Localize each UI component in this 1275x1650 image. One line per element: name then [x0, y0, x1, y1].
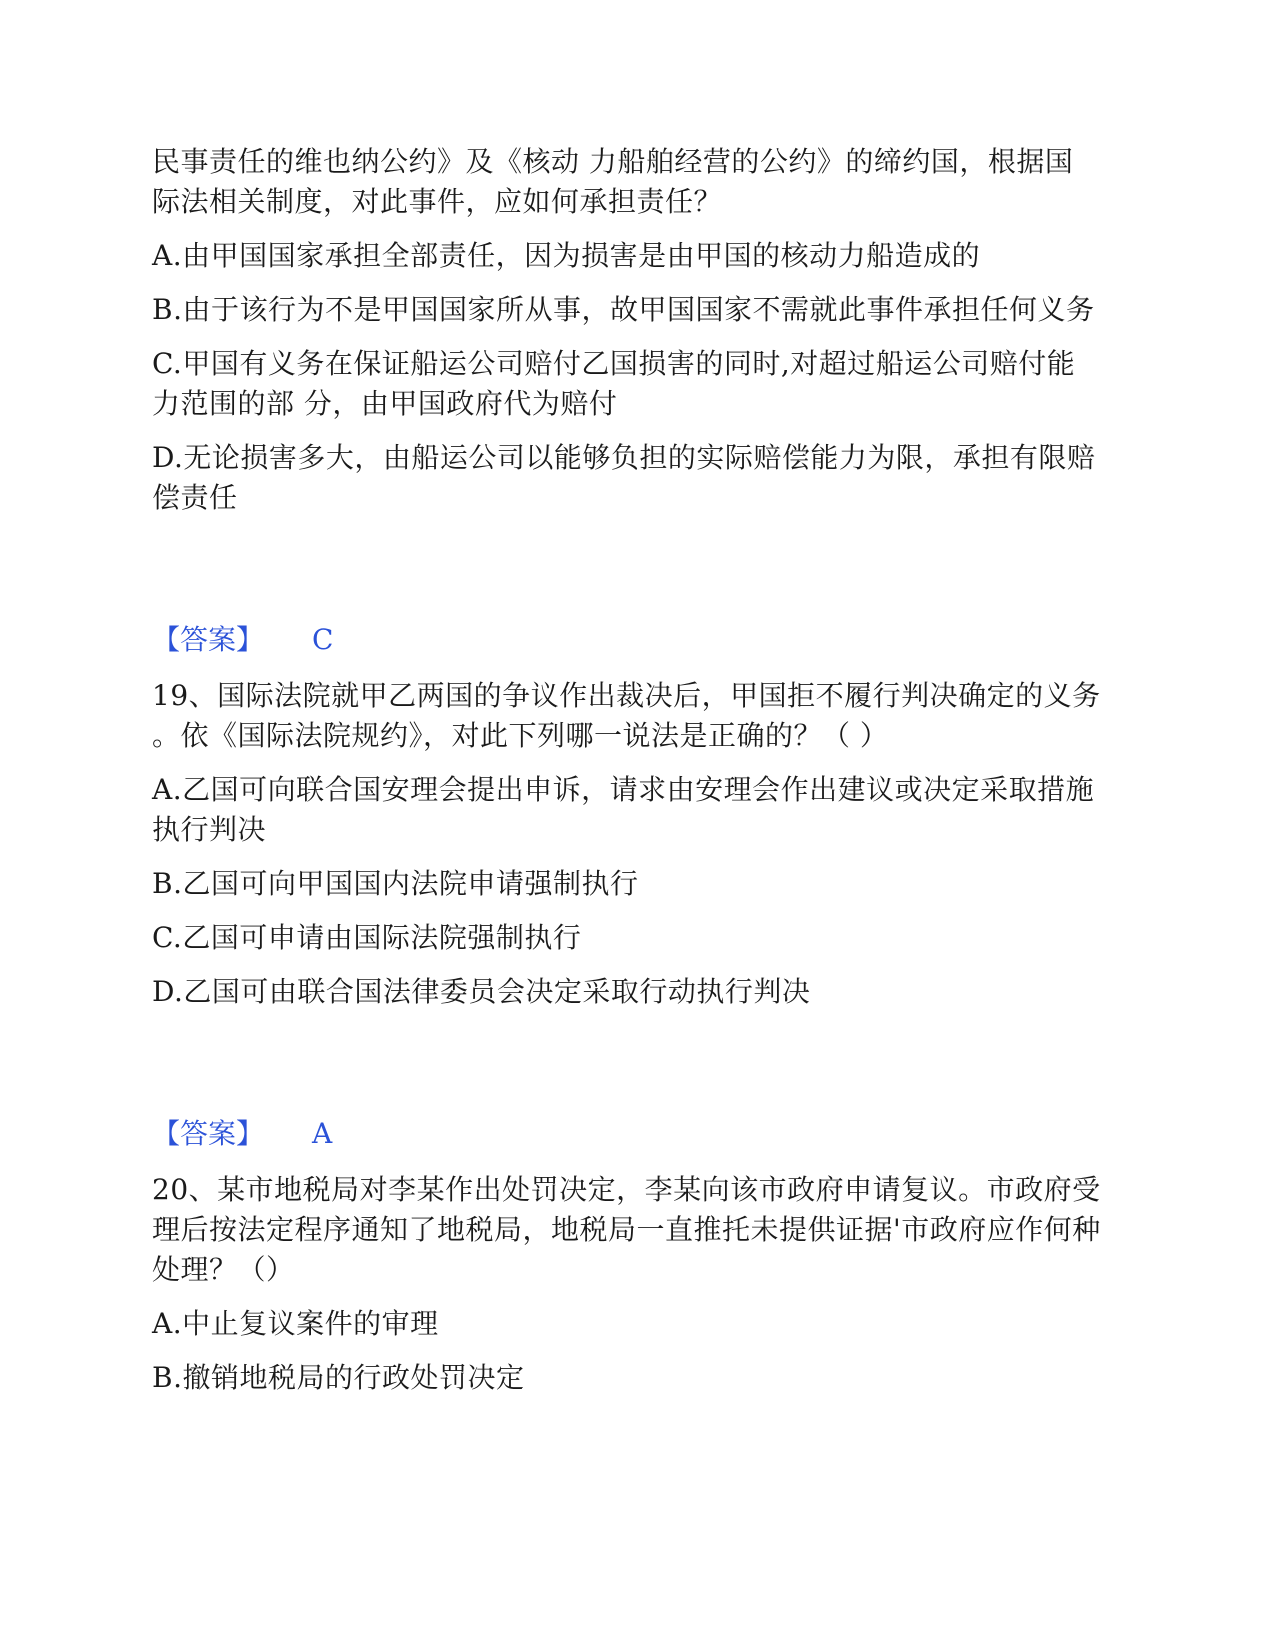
q19-option-d: D.乙国可由联合国法律委员会决定采取行动执行判决 [152, 975, 811, 1008]
q18-option-d-line-1: D.无论损害多大，由船运公司以能够负担的实际赔偿能力为限，承担有限赔 [152, 441, 1096, 474]
q18-stem-line-1: 民事责任的维也纳公约》及《核动 力船舶经营的公约》的缔约国，根据国 [152, 145, 1074, 178]
q18-option-d-line-2: 偿责任 [152, 481, 238, 514]
q18-option-c-line-1: C.甲国有义务在保证船运公司赔付乙国损害的同时,对超过船运公司赔付能 [152, 347, 1076, 380]
q20-stem-line-3: 处理？（） [152, 1253, 295, 1286]
q20-stem-line-1: 20、某市地税局对李某作出处罚决定，李某向该市政府申请复议。市政府受 [152, 1173, 1101, 1206]
q19-option-a-line-2: 执行判决 [152, 813, 267, 846]
answer-value: A [312, 1117, 333, 1150]
q20-option-a: A.中止复议案件的审理 [152, 1307, 439, 1340]
answer-label: 【答案】 [152, 1117, 265, 1150]
q19-option-a-line-1: A.乙国可向联合国安理会提出申诉，请求由安理会作出建议或决定采取措施 [152, 773, 1095, 806]
q18-answer [152, 620, 333, 660]
q19-option-c: C.乙国可申请由国际法院强制执行 [152, 921, 582, 954]
q18-option-b: B.由于该行为不是甲国国家所从事，故甲国国家不需就此事件承担任何义务 [152, 293, 1095, 326]
q19-option-b: B.乙国可向甲国国内法院申请强制执行 [152, 867, 639, 900]
q20-stem-line-2: 理后按法定程序通知了地税局，地税局一直推托未提供证据'市政府应作何种 [152, 1213, 1101, 1246]
q18-stem-line-2: 际法相关制度，对此事件，应如何承担责任？ [152, 185, 723, 218]
q19-answer [152, 1114, 332, 1154]
q18-option-a: A.由甲国国家承担全部责任，因为损害是由甲国的核动力船造成的 [152, 239, 981, 272]
answer-value: C [312, 623, 334, 656]
q20-option-b: B.撤销地税局的行政处罚决定 [152, 1361, 525, 1394]
q19-stem-line-2: 。依《国际法院规约》，对此下列哪一说法是正确的？（ ） [152, 719, 889, 752]
q18-option-c-line-2: 力范围的部 分，由甲国政府代为赔付 [152, 387, 618, 420]
answer-label: 【答案】 [152, 623, 265, 656]
q19-stem-line-1: 19、国际法院就甲乙两国的争议作出裁决后，甲国拒不履行判决确定的义务 [152, 679, 1101, 712]
